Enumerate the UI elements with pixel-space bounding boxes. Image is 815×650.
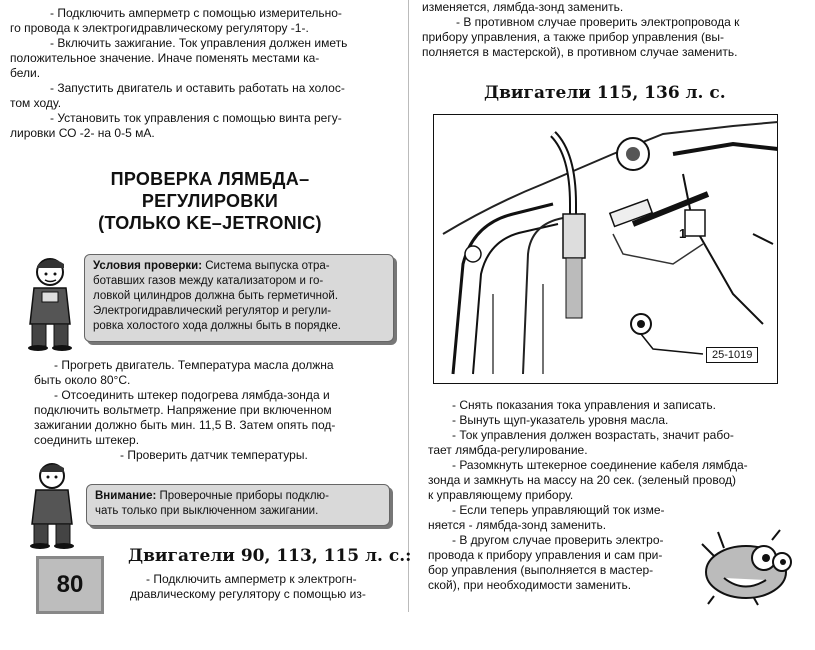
figure-code: 25-1019 (706, 347, 758, 363)
conditions-note (84, 254, 394, 342)
engines-heading-right: Двигатели 115, 136 л. с. (484, 83, 726, 103)
engine-illustration (433, 114, 778, 384)
text-line: ской), при необходимости заменить. (428, 578, 632, 592)
text-line: - Установить ток управления с помощью винта регу- (50, 111, 342, 125)
text-line: подключить вольтметр. Напряжение при включенном (34, 403, 332, 417)
text-line: положительное значение. Иначе поменять местами ка- (10, 51, 320, 65)
text-line: к управляющему прибору. (428, 488, 574, 502)
text-line: полняется в мастерской), в противном случае заменить. (422, 45, 738, 59)
warning-note (86, 484, 390, 526)
note-line: чать только при выключенном зажигании. (95, 505, 319, 517)
text-line: - Запустить двигатель и оставить работать на холос- (50, 81, 345, 95)
heading-line: ПРОВЕРКА ЛЯМБДА– (110, 169, 310, 189)
text-line: - Проверить датчик температуры. (120, 448, 308, 462)
text-line: бор управления (выполняется в мастер- (428, 563, 654, 577)
text-line: - Снять показания тока управления и записать. (452, 398, 717, 412)
mechanic-illustration (22, 458, 88, 550)
note-text: Проверочные приборы подклю- (156, 490, 329, 502)
text-line: лировки СО -2- на 0-5 мА. (10, 126, 155, 140)
steps-paragraph (34, 358, 335, 463)
note-line: ровка холостого хода должны быть в порядке. (93, 320, 341, 332)
text-line: - Вынуть щуп-указатель уровня масла. (452, 413, 669, 427)
intro-paragraph (10, 6, 347, 141)
text-line: - В другом случае проверить электро- (452, 533, 664, 547)
text-line: - Подключить амперметр к электрогн- (146, 572, 357, 586)
text-line: быть около 80°С. (34, 373, 131, 387)
text-line: - Если теперь управляющий ток изме- (452, 503, 665, 517)
text-line: - В противном случае проверить электропровода к (456, 15, 740, 29)
text-line: том ходу. (10, 96, 62, 110)
note-line: ботавших газов между катализатором и го- (93, 275, 324, 287)
column-divider (408, 0, 409, 612)
text-line: зажигании должно быть мин. 11,5 В. Затем опять под- (34, 418, 336, 432)
text-line: дравлическому регулятору с помощью из- (130, 587, 366, 601)
text-line: - Отсоединить штекер подогрева лямбда-зонда и (54, 388, 330, 402)
figure-marker-1: 1 (679, 226, 687, 241)
note-line (95, 489, 381, 504)
note-line: ловкой цилиндров должна быть герметичной. (93, 290, 339, 302)
note-text: Система выпуска отра- (202, 260, 330, 272)
top-paragraph-right (422, 0, 739, 60)
text-line: няется - лямбда-зонд заменить. (428, 518, 607, 532)
text-line: зонда и замкнуть на массу на 20 сек. (зеленый провод) (428, 473, 736, 487)
section-heading (60, 168, 360, 234)
page-number: 80 (36, 556, 104, 614)
cartoon-character-illustration (694, 528, 804, 606)
note-line (93, 259, 385, 274)
text-line: - Включить зажигание. Ток управления должен иметь (50, 36, 348, 50)
note-line: Электрогидравлический регулятор и регули- (93, 305, 332, 317)
text-line: - Подключить амперметр с помощью измерительно- (50, 6, 342, 20)
mechanic-illustration (20, 252, 86, 352)
text-line: - Разомкнуть штекерное соединение кабеля лямбда- (452, 458, 748, 472)
text-line: изменяется, лямбда-зонд заменить. (422, 0, 624, 14)
heading-line: РЕГУЛИРОВКИ (141, 191, 279, 211)
text-line: прибору управления, а также прибор управления (вы- (422, 30, 724, 44)
text-line: - Ток управления должен возрастать, значит рабо- (452, 428, 734, 442)
text-line: провода к прибору управления и сам при- (428, 548, 663, 562)
text-line: - Прогреть двигатель. Температура масла должна (54, 358, 334, 372)
text-line: тает лямбда-регулирование. (428, 443, 588, 457)
heading-line: (ТОЛЬКО KE–JETRONIC) (98, 213, 322, 233)
text-line: го провода к электрогидравлическому регулятору -1-. (10, 21, 309, 35)
text-line: бели. (10, 66, 41, 80)
note-label: Внимание: (95, 490, 157, 502)
note-label: Условия проверки: (93, 260, 203, 272)
engines-heading-left: Двигатели 90, 113, 115 л. с.: (128, 546, 412, 566)
engines-paragraph-left (130, 572, 366, 602)
text-line: соединить штекер. (34, 433, 140, 447)
